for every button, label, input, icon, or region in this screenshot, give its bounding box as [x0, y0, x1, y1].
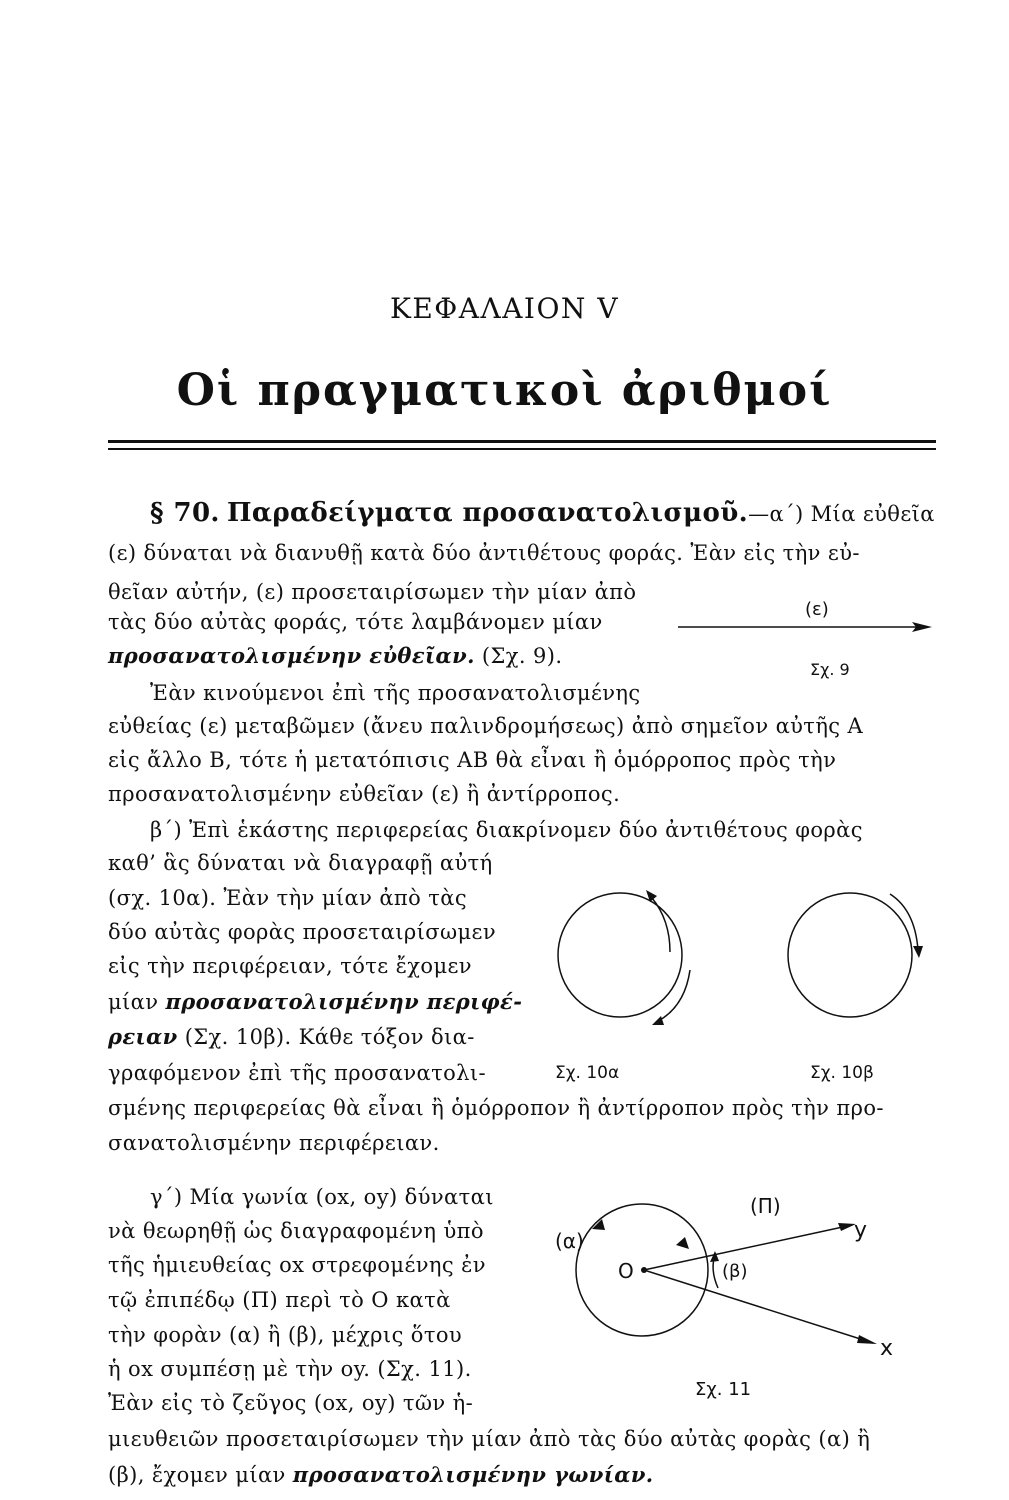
beta-line-8: γραφόμενον ἐπὶ τῆς προσανατολι-	[108, 1061, 486, 1085]
figure-9	[660, 595, 950, 685]
arrow-head-icon	[857, 1335, 877, 1344]
gamma-line-9-pre: (β), ἔχομεν μίαν	[108, 1463, 293, 1487]
gamma-line-3: τῆς ἡμιευθείας οx στρεφομένης ἐν	[108, 1253, 486, 1277]
gamma-line-7: Ἐὰν εἰς τὸ ζεῦγος (οx, οy) τῶν ἡ-	[108, 1391, 474, 1415]
alpha-line-6: Ἐὰν κινούμενοι ἐπὶ τῆς προσανατολισμένης	[150, 681, 641, 705]
beta-line-2: καθ’ ἃς δύναται νὰ διαγραφῇ αὐτή	[108, 851, 493, 875]
arrow-head-icon	[676, 1237, 689, 1249]
beta-line-10: σανατολισμένην περιφέρειαν.	[108, 1131, 440, 1155]
ray-oy	[644, 1225, 852, 1270]
alpha-label: —α΄)	[748, 502, 811, 526]
circle-10b	[788, 893, 912, 1017]
arrow-head-icon	[652, 1016, 664, 1025]
alpha-line-1: Μία εὐθεῖα	[810, 502, 935, 526]
gamma-line-2: νὰ θεωρηθῇ ὡς διαγραφομένη ὑπὸ	[108, 1219, 484, 1243]
figure-11	[550, 1185, 950, 1400]
alpha-line-5	[108, 643, 562, 668]
origin-label: O	[618, 1259, 634, 1283]
arc-arrow-10a-lower	[660, 970, 690, 1020]
title-rule-bottom	[108, 448, 936, 450]
ray-y-label: y	[854, 1218, 868, 1243]
alpha-line-4: τὰς δύο αὐτὰς φοράς, τότε λαμβάνομεν μίαν	[108, 610, 603, 634]
beta-line-6	[108, 989, 522, 1014]
plane-label: (Π)	[750, 1194, 781, 1218]
ray-x-label: x	[880, 1336, 894, 1361]
ray-ox	[644, 1270, 873, 1343]
alpha-line-8: εἰς ἄλλο Β, τότε ἡ μετατόπισις ΑΒ θὰ εἶναι ἢ ὁμόρροπος πρὸς τὴν	[108, 748, 837, 772]
gamma-line-5: τὴν φορὰν (α) ἢ (β), μέχρις ὅτου	[108, 1323, 463, 1347]
term-oriented-circle: προσανατολισμένην περιφέ-	[165, 989, 523, 1014]
fig10a-caption: Σχ. 10α	[555, 1063, 620, 1083]
term-oriented-circle-end: ρειαν	[108, 1024, 178, 1049]
direction-a-label: (α)	[555, 1229, 584, 1253]
fig11-caption: Σχ. 11	[695, 1379, 752, 1400]
gamma-line-4: τῷ ἐπιπέδῳ (Π) περὶ τὸ Ο κατὰ	[108, 1288, 451, 1312]
beta-line-6-pre: μίαν	[108, 990, 166, 1014]
circle-10a	[558, 893, 682, 1017]
arc-arrow-10a-upper	[652, 898, 670, 952]
fig9-ref: (Σχ. 9).	[474, 644, 563, 668]
term-oriented-angle: προσανατολισμένην γωνίαν.	[292, 1462, 654, 1487]
beta-line-5: εἰς τὴν περιφέρειαν, τότε ἔχομεν	[108, 954, 472, 978]
fig9-caption: Σχ. 9	[810, 660, 850, 679]
beta-line-4: δύο αὐτὰς φορὰς προσεταιρίσωμεν	[108, 920, 496, 944]
section-heading: Παραδείγματα προσανατολισμοῦ.	[226, 498, 749, 528]
chapter-title: Οἱ πραγματικοὶ ἀριθμοί	[176, 365, 833, 416]
beta-line-7-rest: (Σχ. 10β). Κάθε τόξον δια-	[177, 1025, 475, 1049]
direction-b-label: (β)	[722, 1261, 748, 1282]
beta-line-3: (σχ. 10α). Ἐὰν τὴν μίαν ἀπὸ τὰς	[108, 886, 467, 910]
alpha-line-7: εὐθείας (ε) μεταβῶμεν (ἄνευ παλινδρομήσεως) ἀπὸ σημεῖον αὐτῆς Α	[108, 714, 864, 738]
title-rule-top	[108, 440, 936, 443]
beta-line-1: β΄) Ἐπὶ ἑκάστης περιφερείας διακρίνομεν δύο ἀντιθέτους φορὰς	[150, 818, 863, 842]
section-first-line	[150, 498, 935, 528]
gamma-line-9	[108, 1462, 654, 1487]
line-e-label: (ε)	[805, 599, 829, 620]
beta-line-9: σμένης περιφερείας θὰ εἶναι ἢ ὁμόρροπον ἢ ἀντίρροπον πρὸς τὴν προ-	[108, 1096, 884, 1120]
arrow-head-icon	[710, 1251, 719, 1262]
origin-point	[641, 1267, 647, 1273]
alpha-line-9: προσανατολισμένην εὐθεῖαν (ε) ἢ ἀντίρροπος.	[108, 782, 621, 806]
gamma-line-6: ἡ οx συμπέσῃ μὲ τὴν οy. (Σχ. 11).	[108, 1357, 472, 1381]
beta-line-7	[108, 1024, 475, 1049]
alpha-line-3: θεῖαν αὐτήν, (ε) προσεταιρίσωμεν τὴν μίαν ἀπὸ	[108, 580, 637, 604]
chapter-heading: ΚΕΦΑΛΑΙΟΝ V	[389, 292, 620, 325]
term-oriented-line: προσανατολισμένην εὐθεῖαν.	[108, 643, 475, 668]
fig10b-caption: Σχ. 10β	[810, 1063, 874, 1083]
gamma-line-1: γ΄) Μία γωνία (οx, οy) δύναται	[150, 1185, 494, 1209]
figure-10	[540, 880, 950, 1090]
gamma-line-8: μιευθειῶν προσεταιρίσωμεν τὴν μίαν ἀπὸ τὰς δύο αὐτὰς φορὰς (α) ἢ	[108, 1427, 871, 1451]
section-number: § 70.	[150, 498, 220, 528]
arc-arrow-10b	[890, 894, 918, 950]
alpha-line-2: (ε) δύναται νὰ διανυθῇ κατὰ δύο ἀντιθέτους φοράς. Ἐὰν εἰς τὴν εὐ-	[108, 541, 860, 565]
arrow-head-icon	[913, 946, 923, 958]
